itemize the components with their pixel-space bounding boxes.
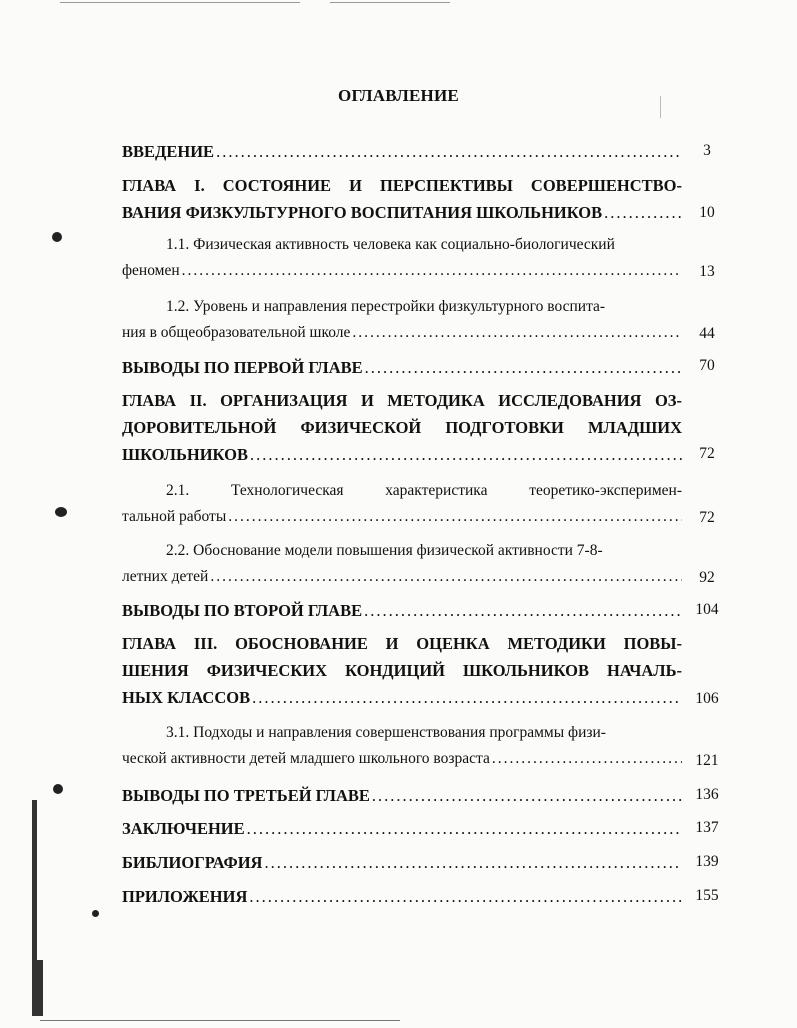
entry-text: ВЫВОДЫ ПО ПЕРВОЙ ГЛАВЕ [122, 358, 363, 377]
entry-text: ВЫВОДЫ ПО ВТОРОЙ ГЛАВЕ [122, 601, 363, 620]
page-number: 106 [695, 690, 719, 707]
toc-entry-conclusions-2[interactable] [122, 597, 682, 624]
page-number: 44 [699, 325, 715, 342]
scan-speck [52, 232, 62, 242]
leader-dots [247, 815, 682, 842]
page-number: 92 [699, 569, 715, 586]
page-number: 72 [699, 445, 715, 462]
page-number: 137 [695, 819, 719, 836]
page-number: 121 [695, 752, 719, 769]
leader-dots [604, 199, 682, 226]
toc-entry-bibliography[interactable] [122, 849, 682, 876]
entry-text: ВАНИЯ ФИЗКУЛЬТУРНОГО ВОСПИТАНИЯ ШКОЛЬНИКОВ [122, 203, 603, 222]
entry-text: 2.1. Технологическая характеристика теоретико-эксперимен- [166, 482, 682, 499]
leader-dots [352, 320, 682, 346]
toc-entry-conclusion[interactable] [122, 815, 682, 842]
entry-text: ческой активности детей младшего школьного возраста [122, 750, 490, 767]
toc-entry-section-1-2[interactable] [122, 294, 682, 346]
toc-entry-chapter-1[interactable] [122, 172, 682, 226]
entry-text: ГЛАВА I. СОСТОЯНИЕ И ПЕРСПЕКТИВЫ СОВЕРШЕНСТВО- [122, 176, 682, 195]
page-number: 3 [703, 142, 711, 159]
leader-dots [210, 564, 682, 590]
page-number: 136 [695, 786, 719, 803]
entry-text: тальной работы [122, 508, 227, 525]
leader-dots [228, 504, 682, 530]
entry-text: ния в общеобразовательной школе [122, 324, 351, 341]
page-number: 155 [695, 887, 719, 904]
page-number: 72 [699, 509, 715, 526]
leader-dots [252, 684, 682, 711]
toc-entry-conclusions-3[interactable] [122, 782, 682, 809]
leader-dots [250, 441, 682, 468]
entry-text: ШКОЛЬНИКОВ [122, 445, 248, 464]
scan-top-rule [330, 2, 450, 3]
toc-entry-section-2-2[interactable] [122, 538, 682, 590]
toc-entry-section-2-1[interactable] [122, 478, 682, 530]
toc-title: ОГЛАВЛЕНИЕ [338, 86, 459, 105]
entry-text: ГЛАВА II. ОРГАНИЗАЦИЯ И МЕТОДИКА ИССЛЕДОВАНИЯ ОЗ- [122, 391, 682, 410]
scan-speck [55, 507, 67, 517]
leader-dots [364, 597, 682, 624]
page-number: 13 [699, 263, 715, 280]
entry-text: ВЫВОДЫ ПО ТРЕТЬЕЙ ГЛАВЕ [122, 786, 370, 805]
entry-text: ШЕНИЯ ФИЗИЧЕСКИХ КОНДИЦИЙ ШКОЛЬНИКОВ НАЧАЛЬ- [122, 661, 682, 680]
entry-text: летних детей [122, 568, 209, 585]
scan-edge-shadow [37, 960, 43, 1016]
leader-dots [264, 849, 682, 876]
entry-text: феномен [122, 262, 180, 279]
page-number: 104 [695, 601, 719, 618]
entry-text: ПРИЛОЖЕНИЯ [122, 887, 248, 906]
entry-text: 1.1. Физическая активность человека как социально-биологический [166, 236, 615, 253]
page-number: 70 [699, 357, 715, 374]
toc-entry-chapter-2[interactable] [122, 387, 682, 468]
leader-dots [492, 746, 682, 772]
entry-text: 1.2. Уровень и направления перестройки физкультурного воспита- [166, 298, 606, 315]
page-number: 139 [695, 853, 719, 870]
entry-text: 3.1. Подходы и направления совершенствования программы физи- [166, 724, 606, 741]
toc-entry-section-1-1[interactable] [122, 232, 682, 284]
scan-bottom-rule [40, 1020, 400, 1021]
leader-dots [249, 883, 682, 910]
entry-text: ДОРОВИТЕЛЬНОЙ ФИЗИЧЕСКОЙ ПОДГОТОВКИ МЛАДШИХ [122, 418, 682, 437]
scan-speck [53, 784, 63, 794]
leader-dots [182, 258, 682, 284]
entry-text: ЗАКЛЮЧЕНИЕ [122, 819, 245, 838]
entry-text: ГЛАВА III. ОБОСНОВАНИЕ И ОЦЕНКА МЕТОДИКИ ПОВЫ- [122, 634, 682, 653]
leader-dots [372, 782, 682, 809]
toc-entry-appendices[interactable] [122, 883, 682, 910]
entry-text: БИБЛИОГРАФИЯ [122, 853, 263, 872]
leader-dots [365, 354, 682, 381]
toc-entry-chapter-3[interactable] [122, 630, 682, 711]
toc-entry-section-3-1[interactable] [122, 720, 682, 772]
scan-mark [660, 96, 661, 118]
entry-text: ВВЕДЕНИЕ [122, 142, 215, 161]
page-number: 10 [699, 204, 715, 221]
leader-dots [216, 138, 682, 165]
toc-entry-conclusions-1[interactable] [122, 354, 682, 381]
entry-text: НЫХ КЛАССОВ [122, 688, 251, 707]
toc-entry-introduction[interactable] [122, 138, 682, 165]
scan-top-rule [60, 2, 300, 3]
entry-text: 2.2. Обоснование модели повышения физической активности 7-8- [166, 542, 603, 559]
scan-speck [92, 910, 99, 917]
